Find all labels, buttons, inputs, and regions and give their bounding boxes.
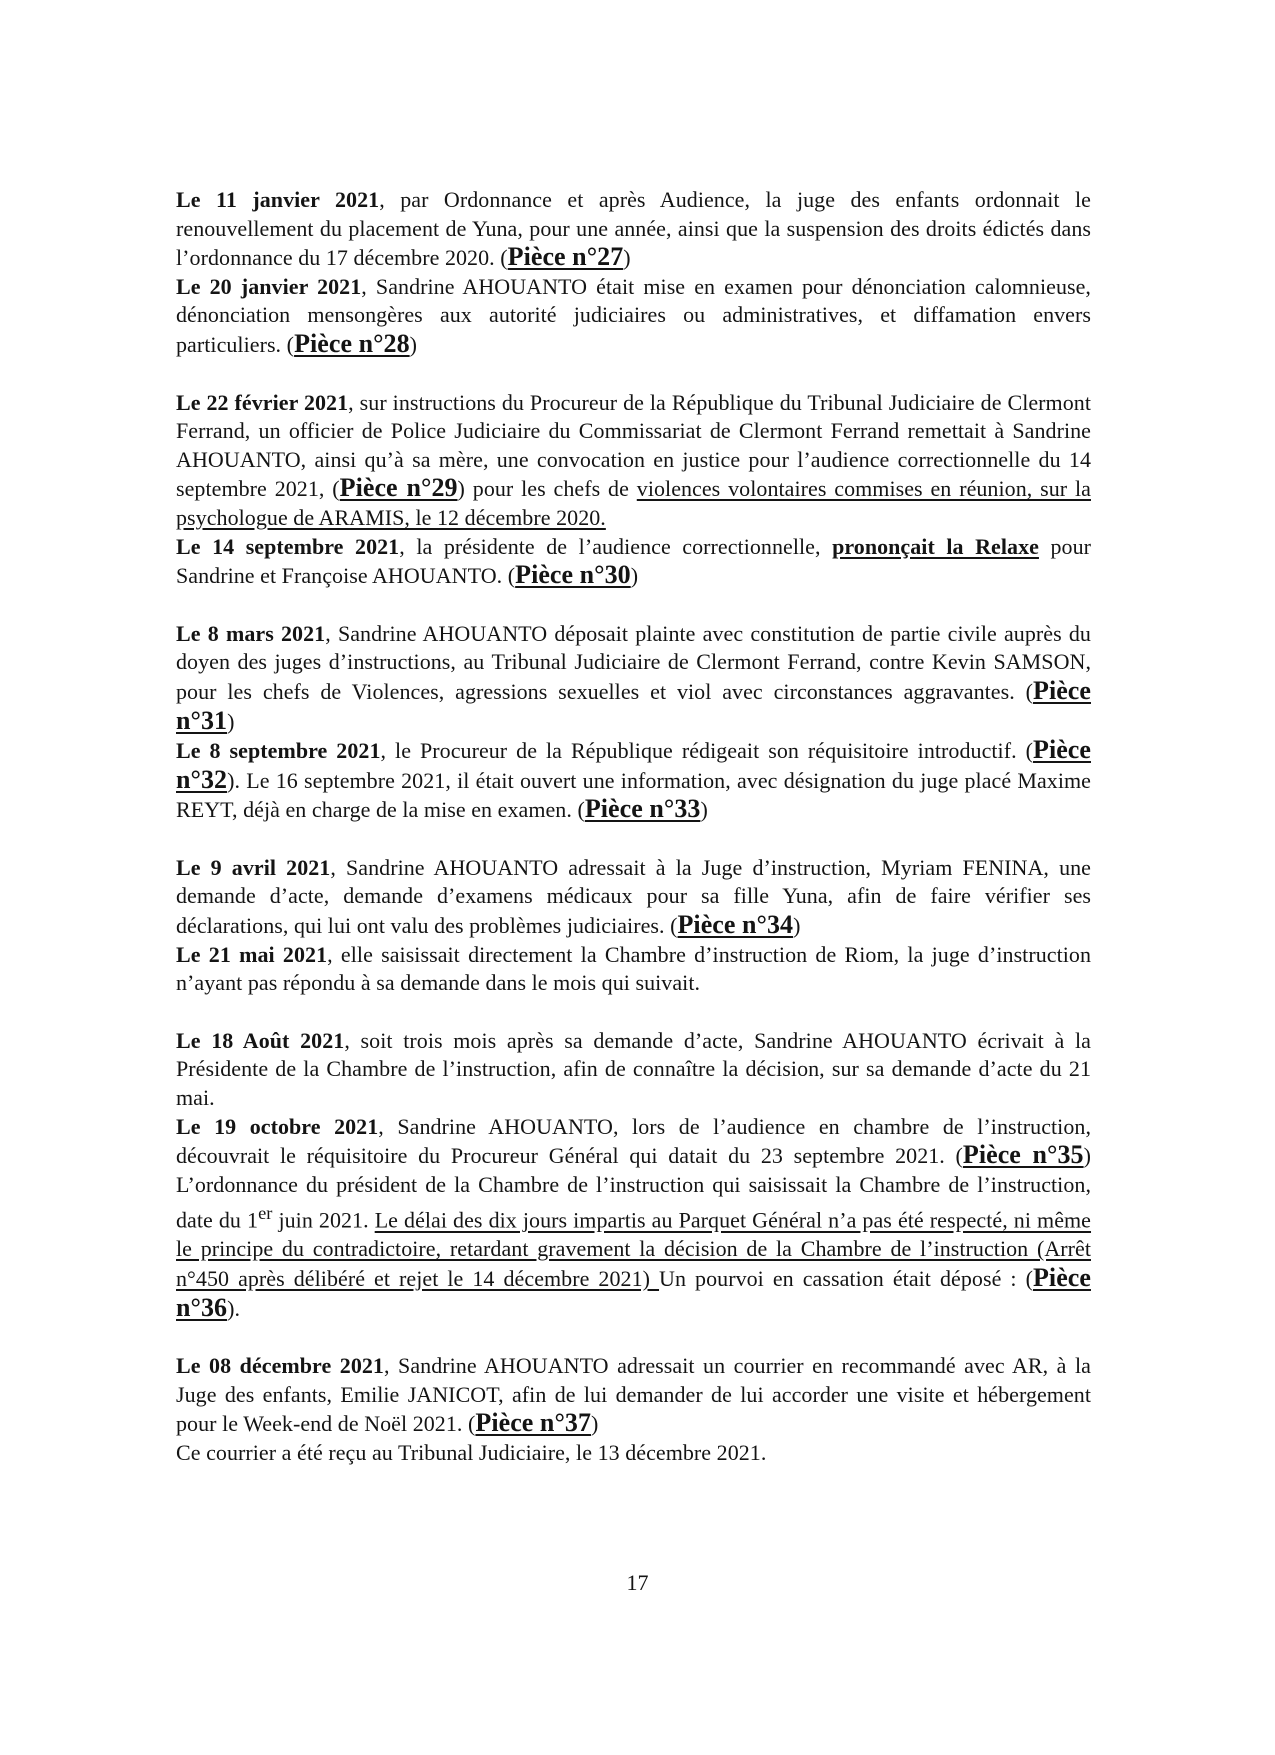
piece-ref-32: Pièce n°32 xyxy=(176,735,1091,794)
paragraph-text: juin 2021. xyxy=(272,1207,375,1233)
paragraph-text: , Sandrine AHOUANTO adressait un courrier en recommandé avec AR, à la Juge des enfants, Emilie JANICOT, afin de lui demander de lui accorder une visite et hébergement pour le Week-end de Noël 2021. xyxy=(176,1353,1091,1437)
paragraph-text: , la présidente de l’audience correctionnelle, xyxy=(399,533,833,559)
piece-ref-27: Pièce n°27 xyxy=(507,242,624,272)
piece-ref-33: Pièce n°33 xyxy=(584,794,701,824)
ref-paren: ( xyxy=(1025,738,1034,764)
paragraph-date: Le 11 janvier 2021 xyxy=(176,187,380,212)
superscript: er xyxy=(258,1203,273,1224)
paragraph-9-avril xyxy=(176,854,1091,941)
paragraph-text: Un pourvoi en cassation était déposé : xyxy=(659,1265,1026,1291)
paragraph-date: Le 18 Août 2021 xyxy=(176,1027,345,1053)
paragraph-text: , sur instructions du Procureur de la République du Tribunal Judiciaire de Clermont Ferrand, un officier de Police Judiciaire du Commissariat de Clermont Ferrand remettait à Sandrine AHOUANTO, ainsi qu’à sa mère, une convocation en justice pour l’audience correctionnelle du 14 septembre 2021, xyxy=(176,389,1091,502)
paragraph-18-aout xyxy=(176,1027,1091,1113)
piece-ref-31: Pièce n°31 xyxy=(176,675,1091,735)
ref-paren: ( xyxy=(670,913,678,939)
paragraph-date: Le 14 septembre 2021 xyxy=(176,533,400,559)
ref-paren: ). xyxy=(227,1295,240,1321)
paragraph-date: Le 19 octobre 2021 xyxy=(176,1113,379,1139)
ref-paren: ) xyxy=(793,913,801,939)
paragraph-date: Le 20 janvier 2021 xyxy=(176,273,362,299)
paragraph-14-septembre xyxy=(176,533,1091,591)
ref-paren: ) xyxy=(591,1411,599,1437)
ref-paren: ( xyxy=(507,563,516,589)
ref-paren: ) xyxy=(409,331,418,357)
paragraph-text: pour les chefs de xyxy=(464,476,637,502)
ref-paren: ) xyxy=(700,797,708,823)
paragraph-date: Le 21 mai 2021 xyxy=(176,941,328,967)
ref-paren: ( xyxy=(286,331,295,357)
paragraph-19-octobre xyxy=(176,1113,1091,1323)
paragraph-text: , Sandrine AHOUANTO adressait à la Juge d’instruction, Myriam FENINA, une demande d’acte, demande d’examens médicaux pour sa fille Yuna, afin de faire vérifier ses déclarations, qui lui ont valu des problèmes judiciaires. xyxy=(176,854,1091,939)
paragraph-8-mars xyxy=(176,620,1091,736)
paragraph-text: Ce courrier a été reçu au Tribunal Judiciaire, le 13 décembre 2021. xyxy=(176,1439,767,1465)
paragraph-text: , le Procureur de la République rédigeait son réquisitoire introductif. xyxy=(380,738,1026,764)
underlined-text: violences volontaires commises en réunion, sur la psychologue de ARAMIS, le 12 décembre 2020. xyxy=(176,476,1091,530)
paragraph-date: Le 22 février 2021 xyxy=(176,389,349,415)
ref-paren: ( xyxy=(1025,1265,1033,1291)
ref-paren: ( xyxy=(500,245,508,271)
paragraph-22-fevrier xyxy=(176,389,1091,533)
underlined-text: Le délai des dix jours impartis au Parquet Général n’a pas été respecté, ni même le principe du contradictoire, retardant gravement la décision de la Chambre de l’instruction (Arrêt n°450 après délibéré et rejet le 14 décembre 2021) xyxy=(176,1207,1092,1291)
paragraph-date: Le 8 septembre 2021 xyxy=(176,738,381,764)
paragraph-8-septembre xyxy=(176,736,1091,825)
paragraph-20-janvier xyxy=(176,273,1091,360)
paragraph-date: Le 08 décembre 2021 xyxy=(176,1353,384,1379)
piece-ref-28: Pièce n°28 xyxy=(294,328,410,358)
piece-ref-29: Pièce n°29 xyxy=(339,473,458,503)
paragraph-text: , Sandrine AHOUANTO était mise en examen pour dénonciation calomnieuse, dénonciation mensongères aux autorité judiciaires ou administratives, et diffamation envers particuliers. xyxy=(176,273,1091,357)
paragraph-text: , Sandrine AHOUANTO déposait plainte avec constitution de partie civile auprès du doyen des juges d’instructions, au Tribunal Judiciaire de Clermont Ferrand, contre Kevin SAMSON, pour les chefs de Violences, agressions sexuelles et viol avec circonstances aggravantes. xyxy=(176,620,1091,704)
page-number: 17 xyxy=(626,1570,649,1595)
ref-paren: ) xyxy=(630,563,639,589)
ref-paren: ( xyxy=(955,1143,963,1169)
paragraph-text: . Le 16 septembre 2021, il était ouvert une information, avec désignation du juge placé Maxime REYT, déjà en charge de la mise en examen. xyxy=(176,767,1091,823)
ref-paren: ( xyxy=(1025,678,1034,704)
ref-paren: ( xyxy=(468,1411,476,1437)
ref-paren: ) xyxy=(227,767,235,793)
paragraph-text: , Sandrine AHOUANTO, lors de l’audience en chambre de l’instruction, découvrait le réquisitoire du Procureur Général qui datait du 23 septembre 2021. xyxy=(176,1113,1091,1169)
relaxe-emphasis: prononçait la Relaxe xyxy=(832,533,1039,559)
piece-ref-35: Pièce n°35 xyxy=(962,1140,1084,1170)
ref-paren: ) xyxy=(457,476,465,502)
paragraph-21-mai xyxy=(176,941,1091,998)
ref-paren: ) xyxy=(227,708,235,734)
piece-ref-34: Pièce n°34 xyxy=(677,910,794,940)
paragraph-text: , soit trois mois après sa demande d’acte, Sandrine AHOUANTO écrivait à la Présidente de la Chambre de l’instruction, afin de connaître la décision, sur sa demande d’acte du 21 mai. xyxy=(176,1027,1091,1111)
piece-ref-30: Pièce n°30 xyxy=(515,560,631,590)
paragraph-text: L’ordonnance du président de la Chambre de l’instruction qui saisissait la Chambre de l’instruction, date du 1 xyxy=(176,1171,1091,1233)
paragraph-courrier-recu xyxy=(176,1439,1091,1468)
piece-ref-37: Pièce n°37 xyxy=(475,1408,591,1438)
document-body xyxy=(176,186,1091,1467)
ref-paren: ) xyxy=(1083,1143,1091,1169)
paragraph-text: pour Sandrine et Françoise AHOUANTO. xyxy=(176,533,1092,589)
paragraph-date: Le 9 avril 2021 xyxy=(176,854,331,880)
ref-paren: ( xyxy=(577,797,585,823)
ref-paren: ( xyxy=(332,476,340,502)
paragraph-text: , elle saisissait directement la Chambre d’instruction de Riom, la juge d’instruction n’ayant pas répondu à sa demande dans le mois qui suivait. xyxy=(176,941,1092,996)
piece-ref-36: Pièce n°36 xyxy=(176,1262,1091,1322)
paragraph-text: , par Ordonnance et après Audience, la juge des enfants ordonnait le renouvellement du placement de Yuna, pour une année, ainsi que la suspension des droits édictés dans l’ordonnance du 17 décembre 2020. xyxy=(176,187,1091,271)
ref-paren: ) xyxy=(623,245,631,271)
paragraph-11-janvier xyxy=(176,186,1091,273)
paragraph-08-decembre xyxy=(176,1352,1091,1439)
paragraph-date: Le 8 mars 2021 xyxy=(176,620,326,646)
